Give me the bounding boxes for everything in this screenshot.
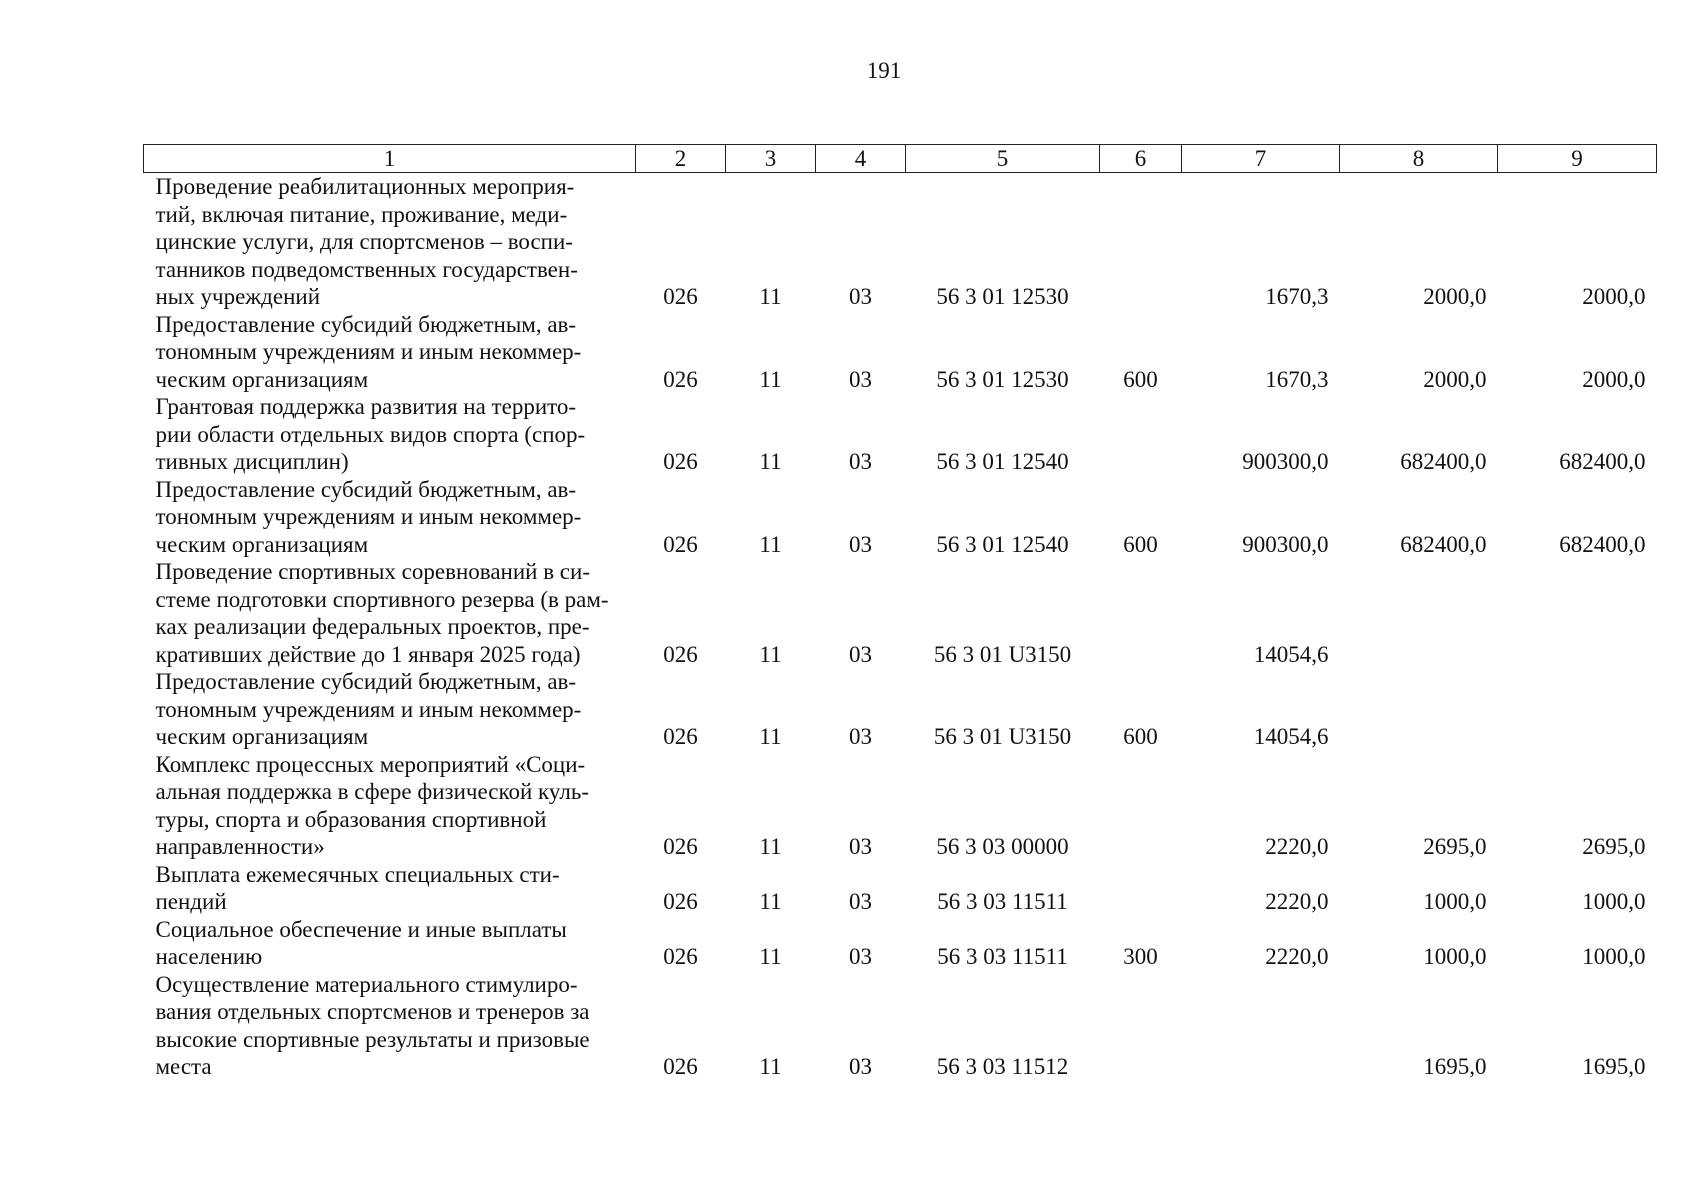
column-header: 8 xyxy=(1340,145,1498,173)
item-name-line: ческим организациям xyxy=(155,724,369,749)
podrazdel-cell: 03 xyxy=(849,889,872,914)
column-header: 4 xyxy=(816,145,906,173)
expense-type-cell xyxy=(1100,173,1182,311)
glava-cell: 026 xyxy=(663,284,698,309)
item-name-line: ческим организациям xyxy=(155,366,369,392)
razdel-cell: 11 xyxy=(759,1054,782,1079)
item-name-line: Социальное обеспечение и иные выплаты xyxy=(155,916,567,942)
amount-cell-col8: 1695,0 xyxy=(1423,1054,1487,1079)
column-header: 5 xyxy=(906,145,1100,173)
item-name-line: Грантовая поддержка развития на террито- xyxy=(155,394,577,419)
amount-cell-col7: 2220,0 xyxy=(1265,889,1329,914)
target-article-cell: 56 3 01 U3150 xyxy=(933,724,1072,749)
amount-cell-col8: 2695,0 xyxy=(1423,834,1487,859)
table-row xyxy=(144,971,1657,1081)
target-article-cell: 56 3 01 12530 xyxy=(936,366,1069,392)
item-name-line: Предоставление субсидий бюджетным, ав- xyxy=(155,476,577,502)
column-header: 9 xyxy=(1498,145,1657,173)
podrazdel-cell: 03 xyxy=(849,1054,872,1079)
glava-cell: 026 xyxy=(663,531,698,557)
target-article-cell: 56 3 03 11512 xyxy=(936,1054,1069,1079)
razdel-cell: 11 xyxy=(759,366,782,392)
razdel-cell: 11 xyxy=(759,889,782,914)
item-name-line: Проведение спортивных соревнований в си- xyxy=(155,559,590,584)
amount-cell-col7: 900300,0 xyxy=(1242,531,1329,557)
amount-cell-col9: 2695,0 xyxy=(1582,834,1646,859)
item-name-line: Предоставление субсидий бюджетным, ав- xyxy=(155,311,577,337)
item-name-cell xyxy=(144,861,636,916)
amount-cell-col8 xyxy=(1340,668,1498,751)
item-name-line: тивных дисциплин) xyxy=(155,449,349,474)
amount-cell-col7: 1670,3 xyxy=(1265,284,1329,309)
expense-type-cell: 600 xyxy=(1123,724,1158,749)
table-row xyxy=(144,558,1657,668)
razdel-cell: 11 xyxy=(759,449,782,474)
amount-cell-col9: 1000,0 xyxy=(1582,889,1646,914)
razdel-cell: 11 xyxy=(759,724,782,749)
glava-cell: 026 xyxy=(663,834,698,859)
amount-cell-col7: 14054,6 xyxy=(1253,724,1329,749)
column-header: 1 xyxy=(144,145,636,173)
item-name-line: ках реализации федеральных проектов, пре- xyxy=(155,614,590,639)
item-name-line: рии области отдельных видов спорта (спор- xyxy=(155,421,586,447)
amount-cell-col7: 2220,0 xyxy=(1265,944,1329,969)
target-article-cell: 56 3 01 12530 xyxy=(936,284,1069,309)
item-name-line: Осуществление материального стимулиро- xyxy=(155,971,578,997)
podrazdel-cell: 03 xyxy=(849,834,872,859)
item-name-cell xyxy=(144,173,636,311)
item-name-line: вания отдельных спортсменов и тренеров за xyxy=(155,999,590,1024)
item-name-line: высокие спортивные результаты и призовые xyxy=(155,1026,590,1052)
expense-type-cell xyxy=(1100,861,1182,916)
amount-cell-col9: 682400,0 xyxy=(1559,449,1646,474)
table-row xyxy=(144,476,1657,559)
column-header: 3 xyxy=(726,145,816,173)
glava-cell: 026 xyxy=(663,1054,698,1079)
amount-cell-col8: 682400,0 xyxy=(1400,531,1487,557)
item-name-line: туры, спорта и образования спортивной xyxy=(155,806,547,832)
expense-type-cell: 300 xyxy=(1123,944,1158,969)
amount-cell-col8: 1000,0 xyxy=(1423,944,1487,969)
item-name-line: тий, включая питание, проживание, меди- xyxy=(155,201,568,227)
podrazdel-cell: 03 xyxy=(849,944,872,969)
target-article-cell: 56 3 03 11511 xyxy=(937,889,1068,914)
column-header: 2 xyxy=(636,145,726,173)
item-name-line: танников подведомственных государствен- xyxy=(155,256,578,282)
podrazdel-cell: 03 xyxy=(849,641,872,667)
amount-cell-col8: 2000,0 xyxy=(1423,284,1487,309)
budget-table xyxy=(143,144,1657,1081)
item-name-line: тономным учреждениям и иным некоммер- xyxy=(155,696,582,722)
razdel-cell: 11 xyxy=(759,834,782,859)
glava-cell: 026 xyxy=(663,366,698,392)
expense-type-cell xyxy=(1100,393,1182,476)
podrazdel-cell: 03 xyxy=(849,449,872,474)
amount-cell-col7: 2220,0 xyxy=(1265,834,1329,859)
amount-cell-col9: 2000,0 xyxy=(1582,284,1646,309)
glava-cell: 026 xyxy=(663,889,698,914)
razdel-cell: 11 xyxy=(759,641,782,667)
page-number: 191 xyxy=(866,58,902,83)
item-name-line: Выплата ежемесячных специальных сти- xyxy=(155,861,560,887)
amount-cell-col7: 1670,3 xyxy=(1265,366,1329,392)
table-row xyxy=(144,668,1657,751)
column-header: 6 xyxy=(1100,145,1182,173)
target-article-cell: 56 3 01 12540 xyxy=(936,531,1069,557)
glava-cell: 026 xyxy=(663,641,698,667)
item-name-line: населению xyxy=(155,944,263,969)
glava-cell: 026 xyxy=(663,944,698,969)
amount-cell-col7: 14054,6 xyxy=(1253,641,1329,667)
item-name-line: альная поддержка в сфере физической куль- xyxy=(155,779,590,804)
item-name-cell xyxy=(144,668,636,751)
podrazdel-cell: 03 xyxy=(849,284,872,309)
table-row xyxy=(144,393,1657,476)
target-article-cell: 56 3 03 11511 xyxy=(937,944,1068,969)
item-name-cell xyxy=(144,916,636,971)
amount-cell-col9 xyxy=(1498,558,1657,668)
table-row xyxy=(144,751,1657,861)
table-body xyxy=(144,173,1657,1081)
table-row xyxy=(144,861,1657,916)
podrazdel-cell: 03 xyxy=(849,724,872,749)
razdel-cell: 11 xyxy=(759,944,782,969)
item-name-cell xyxy=(144,476,636,559)
razdel-cell: 11 xyxy=(759,531,782,557)
amount-cell-col9: 1695,0 xyxy=(1582,1054,1646,1079)
amount-cell-col7 xyxy=(1182,971,1340,1081)
item-name-cell xyxy=(144,393,636,476)
item-name-line: ных учреждений xyxy=(155,284,321,309)
item-name-line: тономным учреждениям и иным некоммер- xyxy=(155,504,582,529)
item-name-line: ческим организациям xyxy=(155,531,369,557)
amount-cell-col9: 2000,0 xyxy=(1582,366,1646,392)
amount-cell-col8: 682400,0 xyxy=(1400,449,1487,474)
target-article-cell: 56 3 01 U3150 xyxy=(933,641,1072,667)
item-name-line: Предоставление субсидий бюджетным, ав- xyxy=(155,669,577,694)
amount-cell-col9: 682400,0 xyxy=(1559,531,1646,557)
item-name-line: Комплекс процессных мероприятий «Соци- xyxy=(155,751,586,777)
amount-cell-col9: 1000,0 xyxy=(1582,944,1646,969)
amount-cell-col8 xyxy=(1340,558,1498,668)
expense-type-cell xyxy=(1100,971,1182,1081)
amount-cell-col8: 2000,0 xyxy=(1423,366,1487,392)
item-name-line: кративших действие до 1 января 2025 года) xyxy=(155,641,581,667)
glava-cell: 026 xyxy=(663,724,698,749)
item-name-cell xyxy=(144,751,636,861)
item-name-line: стеме подготовки спортивного резерва (в рам- xyxy=(155,586,609,612)
item-name-line: пендий xyxy=(155,889,227,914)
glava-cell: 026 xyxy=(663,449,698,474)
expense-type-cell xyxy=(1100,558,1182,668)
item-name-line: места xyxy=(155,1054,212,1079)
amount-cell-col8: 1000,0 xyxy=(1423,889,1487,914)
target-article-cell: 56 3 03 00000 xyxy=(936,834,1069,859)
amount-cell-col9 xyxy=(1498,668,1657,751)
item-name-cell xyxy=(144,971,636,1081)
podrazdel-cell: 03 xyxy=(849,366,872,392)
target-article-cell: 56 3 01 12540 xyxy=(936,449,1069,474)
item-name-cell xyxy=(144,558,636,668)
amount-cell-col7: 900300,0 xyxy=(1242,449,1329,474)
item-name-line: Проведение реабилитационных мероприя- xyxy=(155,174,575,199)
expense-type-cell: 600 xyxy=(1123,366,1158,392)
table-row xyxy=(144,916,1657,971)
podrazdel-cell: 03 xyxy=(849,531,872,557)
table-row xyxy=(144,173,1657,311)
expense-type-cell: 600 xyxy=(1123,531,1158,557)
razdel-cell: 11 xyxy=(759,284,782,309)
item-name-line: цинские услуги, для спортсменов – воспи- xyxy=(155,229,573,254)
column-header: 7 xyxy=(1182,145,1340,173)
header-row xyxy=(144,145,1657,173)
item-name-line: направленности» xyxy=(155,834,325,859)
item-name-line: тономным учреждениям и иным некоммер- xyxy=(155,339,582,364)
item-name-cell xyxy=(144,311,636,394)
expense-type-cell xyxy=(1100,751,1182,861)
table-row xyxy=(144,311,1657,394)
